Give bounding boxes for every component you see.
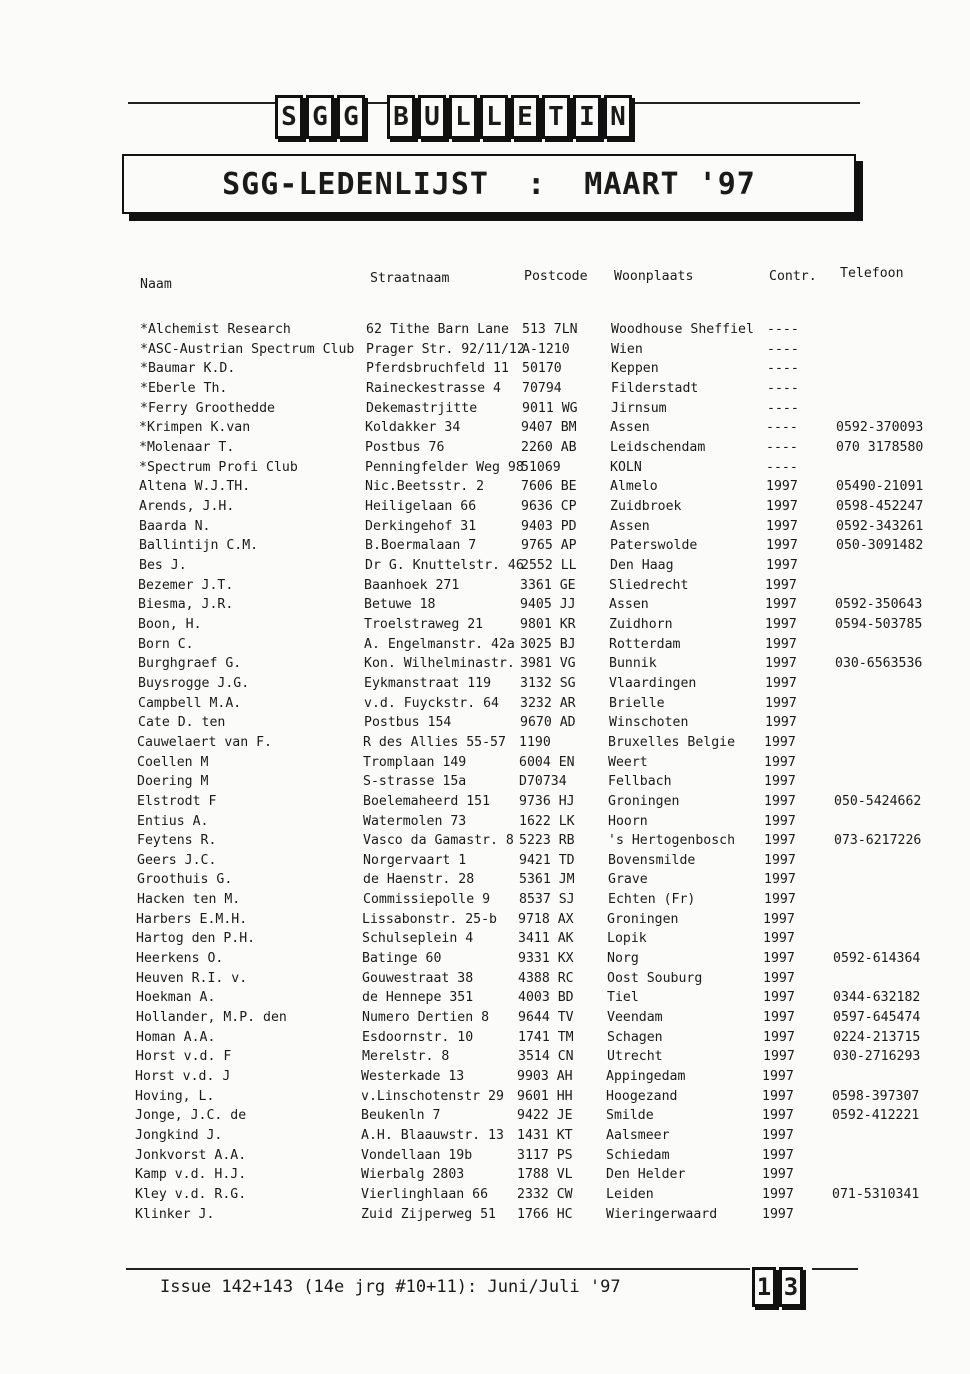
- member-city: Bunnik: [609, 656, 657, 671]
- member-city: Paterswolde: [610, 538, 698, 553]
- member-postcode: 513 7LN: [522, 322, 578, 337]
- member-city: Hoogezand: [606, 1089, 678, 1104]
- page-number-digit: 1: [752, 1267, 776, 1307]
- member-name: Cate D. ten: [138, 715, 226, 730]
- member-contribution: 1997: [762, 1069, 794, 1084]
- member-phone: 0598-452247: [836, 499, 924, 514]
- member-street: Postbus 154: [364, 715, 452, 730]
- member-postcode: 9644 TV: [518, 1010, 574, 1025]
- member-street: Pferdsbruchfeld 11: [366, 361, 509, 376]
- member-name: Horst v.d. J: [135, 1069, 231, 1084]
- member-name: *Ferry Groothedde: [140, 401, 275, 416]
- member-street: S-strasse 15a: [363, 774, 467, 789]
- member-contribution: 1997: [762, 1089, 794, 1104]
- member-contribution: 1997: [764, 814, 796, 829]
- member-name: Buysrogge J.G.: [138, 676, 250, 691]
- member-name: Bes J.: [139, 558, 187, 573]
- member-postcode: 9421 TD: [519, 853, 575, 868]
- member-postcode: 3232 AR: [520, 696, 576, 711]
- member-phone: 0592-614364: [833, 951, 921, 966]
- member-city: Groningen: [607, 912, 679, 927]
- member-name: *Alchemist Research: [140, 322, 291, 337]
- member-contribution: 1997: [765, 656, 797, 671]
- member-postcode: 3411 AK: [518, 931, 574, 946]
- member-street: Esdoornstr. 10: [362, 1030, 474, 1045]
- member-postcode: 3117 PS: [517, 1148, 573, 1163]
- member-postcode: 7606 BE: [521, 479, 577, 494]
- member-name: *Baumar K.D.: [140, 361, 236, 376]
- logo-letter-tile: G: [306, 95, 334, 139]
- member-contribution: ----: [767, 401, 799, 416]
- member-contribution: 1997: [764, 735, 796, 750]
- member-city: Grave: [608, 872, 648, 887]
- member-name: Campbell M.A.: [138, 696, 242, 711]
- member-street: Numero Dertien 8: [362, 1010, 490, 1025]
- member-city: Den Helder: [606, 1167, 686, 1182]
- member-contribution: 1997: [763, 1049, 795, 1064]
- member-postcode: D70734: [519, 774, 567, 789]
- member-phone: 070 3178580: [836, 440, 924, 455]
- member-contribution: ----: [766, 440, 798, 455]
- member-name: Hoving, L.: [135, 1089, 215, 1104]
- member-city: Den Haag: [610, 558, 674, 573]
- member-city: Wieringerwaard: [606, 1207, 718, 1222]
- member-postcode: 1741 TM: [518, 1030, 574, 1045]
- member-name: Born C.: [138, 637, 194, 652]
- logo-letter-tile: G: [337, 95, 365, 139]
- member-postcode: 9403 PD: [521, 519, 577, 534]
- member-name: Kamp v.d. H.J.: [135, 1167, 247, 1182]
- member-city: Veendam: [607, 1010, 663, 1025]
- member-phone: 030-6563536: [835, 656, 923, 671]
- member-contribution: ----: [767, 381, 799, 396]
- member-street: 62 Tithe Barn Lane: [366, 322, 509, 337]
- member-street: Zuid Zijperweg 51: [361, 1207, 496, 1222]
- member-street: Penningfelder Weg 98: [365, 460, 524, 475]
- logo-letter-tile: I: [573, 95, 601, 139]
- member-postcode: 1622 LK: [519, 814, 575, 829]
- member-contribution: 1997: [763, 912, 795, 927]
- member-city: Hoorn: [608, 814, 648, 829]
- member-street: Betuwe 18: [364, 597, 436, 612]
- member-postcode: 9670 AD: [520, 715, 576, 730]
- member-phone: 0592-350643: [835, 597, 923, 612]
- member-street: Beukenln 7: [361, 1108, 441, 1123]
- member-contribution: 1997: [765, 578, 797, 593]
- member-city: Leidschendam: [610, 440, 706, 455]
- member-city: Zuidbroek: [610, 499, 682, 514]
- member-city: Oost Souburg: [607, 971, 703, 986]
- member-city: Appingedam: [606, 1069, 686, 1084]
- member-contribution: 1997: [762, 1207, 794, 1222]
- member-contribution: 1997: [765, 696, 797, 711]
- member-city: Bruxelles Belgie: [608, 735, 736, 750]
- issue-line: Issue 142+143 (14e jrg #10+11): Juni/Juli '97: [160, 1277, 621, 1297]
- member-street: Vasco da Gamastr. 8: [363, 833, 514, 848]
- member-street: Merelstr. 8: [362, 1049, 450, 1064]
- member-postcode: 9765 AP: [521, 538, 577, 553]
- member-contribution: 1997: [766, 499, 798, 514]
- member-name: Cauwelaert van F.: [137, 735, 272, 750]
- member-name: Hoekman A.: [136, 990, 216, 1005]
- member-street: Derkingehof 31: [365, 519, 477, 534]
- member-name: Entius A.: [137, 814, 209, 829]
- member-street: Batinge 60: [362, 951, 442, 966]
- member-street: Prager Str. 92/11/12: [366, 342, 525, 357]
- member-name: *Krimpen K.van: [139, 420, 251, 435]
- member-contribution: 1997: [766, 479, 798, 494]
- member-postcode: A-1210: [522, 342, 570, 357]
- logo-word-sgg: [275, 95, 365, 139]
- logo-letter-tile: E: [511, 95, 539, 139]
- member-city: Leiden: [606, 1187, 654, 1202]
- member-name: Coellen M: [137, 755, 209, 770]
- member-street: Tromplaan 149: [363, 755, 467, 770]
- member-city: Smilde: [606, 1108, 654, 1123]
- member-city: Winschoten: [609, 715, 689, 730]
- member-street: Vondellaan 19b: [361, 1148, 473, 1163]
- member-city: Tiel: [607, 990, 639, 1005]
- member-postcode: 9407 BM: [521, 420, 577, 435]
- member-street: Westerkade 13: [361, 1069, 465, 1084]
- member-name: Hartog den P.H.: [136, 931, 256, 946]
- footer-rule-right: [812, 1268, 858, 1270]
- logo-letter-tile: L: [480, 95, 508, 139]
- member-city: Rotterdam: [609, 637, 681, 652]
- page-number-digit: 3: [779, 1267, 803, 1307]
- member-contribution: ----: [766, 420, 798, 435]
- member-street: Lissabonstr. 25-b: [362, 912, 497, 927]
- member-street: v.Linschotenstr 29: [361, 1089, 504, 1104]
- member-city: Zuidhorn: [609, 617, 673, 632]
- logo-word-bulletin: [387, 95, 632, 139]
- member-name: Heerkens O.: [136, 951, 224, 966]
- member-street: Dr G. Knuttelstr. 46: [365, 558, 524, 573]
- member-phone: 050-5424662: [834, 794, 922, 809]
- member-postcode: 5223 RB: [519, 833, 575, 848]
- member-street: Vierlinghlaan 66: [361, 1187, 489, 1202]
- member-street: Koldakker 34: [365, 420, 461, 435]
- member-city: Fellbach: [608, 774, 672, 789]
- member-city: Echten (Fr): [608, 892, 696, 907]
- member-contribution: 1997: [765, 617, 797, 632]
- member-name: Kley v.d. R.G.: [135, 1187, 247, 1202]
- member-phone: 050-3091482: [836, 538, 924, 553]
- member-postcode: 9331 KX: [518, 951, 574, 966]
- member-phone: 0224-213715: [833, 1030, 921, 1045]
- member-street: v.d. Fuyckstr. 64: [364, 696, 499, 711]
- member-contribution: 1997: [763, 990, 795, 1005]
- member-phone: 05490-21091: [836, 479, 924, 494]
- member-name: Altena W.J.TH.: [139, 479, 251, 494]
- member-postcode: 9405 JJ: [520, 597, 576, 612]
- member-name: Hollander, M.P. den: [136, 1010, 287, 1025]
- member-name: Harbers E.M.H.: [136, 912, 248, 927]
- member-street: Eykmanstraat 119: [364, 676, 492, 691]
- member-contribution: 1997: [764, 794, 796, 809]
- member-city: Aalsmeer: [606, 1128, 670, 1143]
- logo-letter-tile: B: [387, 95, 415, 139]
- member-city: Brielle: [609, 696, 665, 711]
- member-contribution: 1997: [764, 892, 796, 907]
- member-name: Feytens R.: [137, 833, 217, 848]
- member-city: 's Hertogenbosch: [608, 833, 736, 848]
- bulletin-logo: [275, 95, 632, 139]
- logo-letter-tile: U: [418, 95, 446, 139]
- member-postcode: 4003 BD: [518, 990, 574, 1005]
- member-phone: 073-6217226: [834, 833, 922, 848]
- member-name: *Spectrum Profi Club: [139, 460, 298, 475]
- member-city: Assen: [610, 420, 650, 435]
- member-postcode: 4388 RC: [518, 971, 574, 986]
- member-phone: 030-2716293: [833, 1049, 921, 1064]
- member-city: Filderstadt: [611, 381, 699, 396]
- member-postcode: 9422 JE: [517, 1108, 573, 1123]
- member-city: Assen: [610, 519, 650, 534]
- member-name: Elstrodt F: [137, 794, 217, 809]
- member-city: Weert: [608, 755, 648, 770]
- member-city: Keppen: [611, 361, 659, 376]
- member-contribution: 1997: [766, 558, 798, 573]
- member-contribution: ----: [767, 322, 799, 337]
- member-contribution: 1997: [764, 853, 796, 868]
- member-contribution: ----: [767, 361, 799, 376]
- member-name: Klinker J.: [135, 1207, 215, 1222]
- member-city: Schiedam: [606, 1148, 670, 1163]
- member-street: B.Boermalaan 7: [365, 538, 477, 553]
- member-postcode: 5361 JM: [519, 872, 575, 887]
- member-name: Heuven R.I. v.: [136, 971, 248, 986]
- member-postcode: 3025 BJ: [520, 637, 576, 652]
- member-city: Almelo: [610, 479, 658, 494]
- col-header-straatnaam: Straatnaam: [370, 271, 450, 286]
- member-street: de Hennepe 351: [362, 990, 474, 1005]
- member-postcode: 70794: [522, 381, 562, 396]
- col-header-contr: Contr.: [769, 269, 817, 284]
- member-name: Boon, H.: [138, 617, 202, 632]
- member-contribution: 1997: [762, 1167, 794, 1182]
- member-street: de Haenstr. 28: [363, 872, 475, 887]
- member-city: Sliedrecht: [609, 578, 689, 593]
- member-postcode: 3361 GE: [520, 578, 576, 593]
- member-postcode: 51069: [521, 460, 561, 475]
- member-name: Groothuis G.: [137, 872, 233, 887]
- logo-letter-tile: T: [542, 95, 570, 139]
- member-contribution: 1997: [764, 755, 796, 770]
- member-phone: 0592-412221: [832, 1108, 920, 1123]
- member-postcode: 9601 HH: [517, 1089, 573, 1104]
- member-name: Hacken ten M.: [137, 892, 241, 907]
- member-city: KOLN: [610, 460, 642, 475]
- title-box: [122, 154, 856, 214]
- member-contribution: 1997: [766, 538, 798, 553]
- member-phone: 0597-645474: [833, 1010, 921, 1025]
- member-postcode: 9736 HJ: [519, 794, 575, 809]
- member-contribution: 1997: [763, 931, 795, 946]
- member-name: Ballintijn C.M.: [139, 538, 259, 553]
- member-city: Norg: [607, 951, 639, 966]
- member-street: Heiligelaan 66: [365, 499, 477, 514]
- col-header-telefoon: Telefoon: [840, 266, 904, 281]
- member-city: Bovensmilde: [608, 853, 696, 868]
- member-contribution: 1997: [764, 833, 796, 848]
- member-city: Lopik: [607, 931, 647, 946]
- member-contribution: ----: [767, 342, 799, 357]
- member-name: Bezemer J.T.: [138, 578, 234, 593]
- member-city: Groningen: [608, 794, 680, 809]
- member-street: Troelstraweg 21: [364, 617, 484, 632]
- member-postcode: 9718 AX: [518, 912, 574, 927]
- member-contribution: 1997: [763, 1010, 795, 1025]
- member-contribution: 1997: [765, 676, 797, 691]
- member-postcode: 6004 EN: [519, 755, 575, 770]
- member-phone: 071-5310341: [832, 1187, 920, 1202]
- member-contribution: 1997: [765, 597, 797, 612]
- col-header-naam: Naam: [140, 277, 172, 292]
- logo-letter-tile: S: [275, 95, 303, 139]
- member-postcode: 2552 LL: [521, 558, 577, 573]
- member-postcode: 1788 VL: [517, 1167, 573, 1182]
- member-street: Commissiepolle 9: [363, 892, 491, 907]
- member-contribution: 1997: [765, 715, 797, 730]
- member-contribution: 1997: [762, 1128, 794, 1143]
- member-street: Dekemastrjitte: [366, 401, 478, 416]
- member-street: A. Engelmanstr. 42a: [364, 637, 515, 652]
- member-name: Arends, J.H.: [139, 499, 235, 514]
- col-header-woonplaats: Woonplaats: [614, 269, 694, 284]
- footer-rule-left: [126, 1268, 750, 1270]
- col-header-postcode: Postcode: [524, 269, 588, 284]
- member-street: Wierbalg 2803: [361, 1167, 465, 1182]
- member-postcode: 3514 CN: [518, 1049, 574, 1064]
- member-name: Jonkvorst A.A.: [135, 1148, 247, 1163]
- member-city: Woodhouse Sheffiel: [611, 322, 754, 337]
- member-postcode: 3132 SG: [520, 676, 576, 691]
- member-name: Burghgraef G.: [138, 656, 242, 671]
- member-street: Baanhoek 271: [364, 578, 460, 593]
- member-street: R des Allies 55-57: [363, 735, 506, 750]
- member-postcode: 9011 WG: [522, 401, 578, 416]
- member-name: Geers J.C.: [137, 853, 217, 868]
- member-contribution: 1997: [763, 951, 795, 966]
- member-contribution: 1997: [762, 1148, 794, 1163]
- member-phone: 0592-343261: [836, 519, 924, 534]
- page-title: SGG-LEDENLIJST : MAART '97: [222, 166, 756, 202]
- member-street: Norgervaart 1: [363, 853, 467, 868]
- member-name: *Eberle Th.: [140, 381, 228, 396]
- member-postcode: 8537 SJ: [519, 892, 575, 907]
- member-contribution: 1997: [762, 1187, 794, 1202]
- logo-letter-tile: N: [604, 95, 632, 139]
- member-contribution: 1997: [764, 774, 796, 789]
- member-street: Postbus 76: [365, 440, 445, 455]
- member-street: Kon. Wilhelminastr.: [364, 656, 515, 671]
- member-name: Homan A.A.: [136, 1030, 216, 1045]
- member-postcode: 1190: [519, 735, 551, 750]
- page-number: [752, 1267, 803, 1307]
- member-phone: 0594-503785: [835, 617, 923, 632]
- member-postcode: 1766 HC: [517, 1207, 573, 1222]
- member-street: Watermolen 73: [363, 814, 467, 829]
- member-phone: 0344-632182: [833, 990, 921, 1005]
- member-contribution: 1997: [763, 971, 795, 986]
- member-city: Jirnsum: [611, 401, 667, 416]
- member-street: Raineckestrasse 4: [366, 381, 501, 396]
- member-postcode: 50170: [522, 361, 562, 376]
- logo-letter-tile: L: [449, 95, 477, 139]
- member-name: Doering M: [137, 774, 209, 789]
- member-postcode: 9636 CP: [521, 499, 577, 514]
- member-postcode: 2332 CW: [517, 1187, 573, 1202]
- member-name: *ASC-Austrian Spectrum Club: [140, 342, 355, 357]
- member-street: Schulseplein 4: [362, 931, 474, 946]
- member-phone: 0598-397307: [832, 1089, 920, 1104]
- member-name: Horst v.d. F: [136, 1049, 232, 1064]
- member-name: *Molenaar T.: [139, 440, 235, 455]
- member-postcode: 9903 AH: [517, 1069, 573, 1084]
- member-contribution: 1997: [766, 519, 798, 534]
- member-phone: 0592-370093: [836, 420, 924, 435]
- member-contribution: ----: [766, 460, 798, 475]
- member-name: Baarda N.: [139, 519, 211, 534]
- member-name: Jonge, J.C. de: [135, 1108, 247, 1123]
- member-contribution: 1997: [763, 1030, 795, 1045]
- member-postcode: 3981 VG: [520, 656, 576, 671]
- member-contribution: 1997: [765, 637, 797, 652]
- member-name: Biesma, J.R.: [138, 597, 234, 612]
- member-name: Jongkind J.: [135, 1128, 223, 1143]
- member-contribution: 1997: [762, 1108, 794, 1123]
- member-city: Assen: [609, 597, 649, 612]
- member-city: Wien: [611, 342, 643, 357]
- member-street: Gouwestraat 38: [362, 971, 474, 986]
- member-contribution: 1997: [764, 872, 796, 887]
- member-city: Vlaardingen: [609, 676, 697, 691]
- member-city: Schagen: [607, 1030, 663, 1045]
- member-city: Utrecht: [607, 1049, 663, 1064]
- member-postcode: 1431 KT: [517, 1128, 573, 1143]
- member-postcode: 2260 AB: [521, 440, 577, 455]
- member-street: A.H. Blaauwstr. 13: [361, 1128, 504, 1143]
- member-postcode: 9801 KR: [520, 617, 576, 632]
- member-street: Nic.Beetsstr. 2: [365, 479, 485, 494]
- member-street: Boelemaheerd 151: [363, 794, 491, 809]
